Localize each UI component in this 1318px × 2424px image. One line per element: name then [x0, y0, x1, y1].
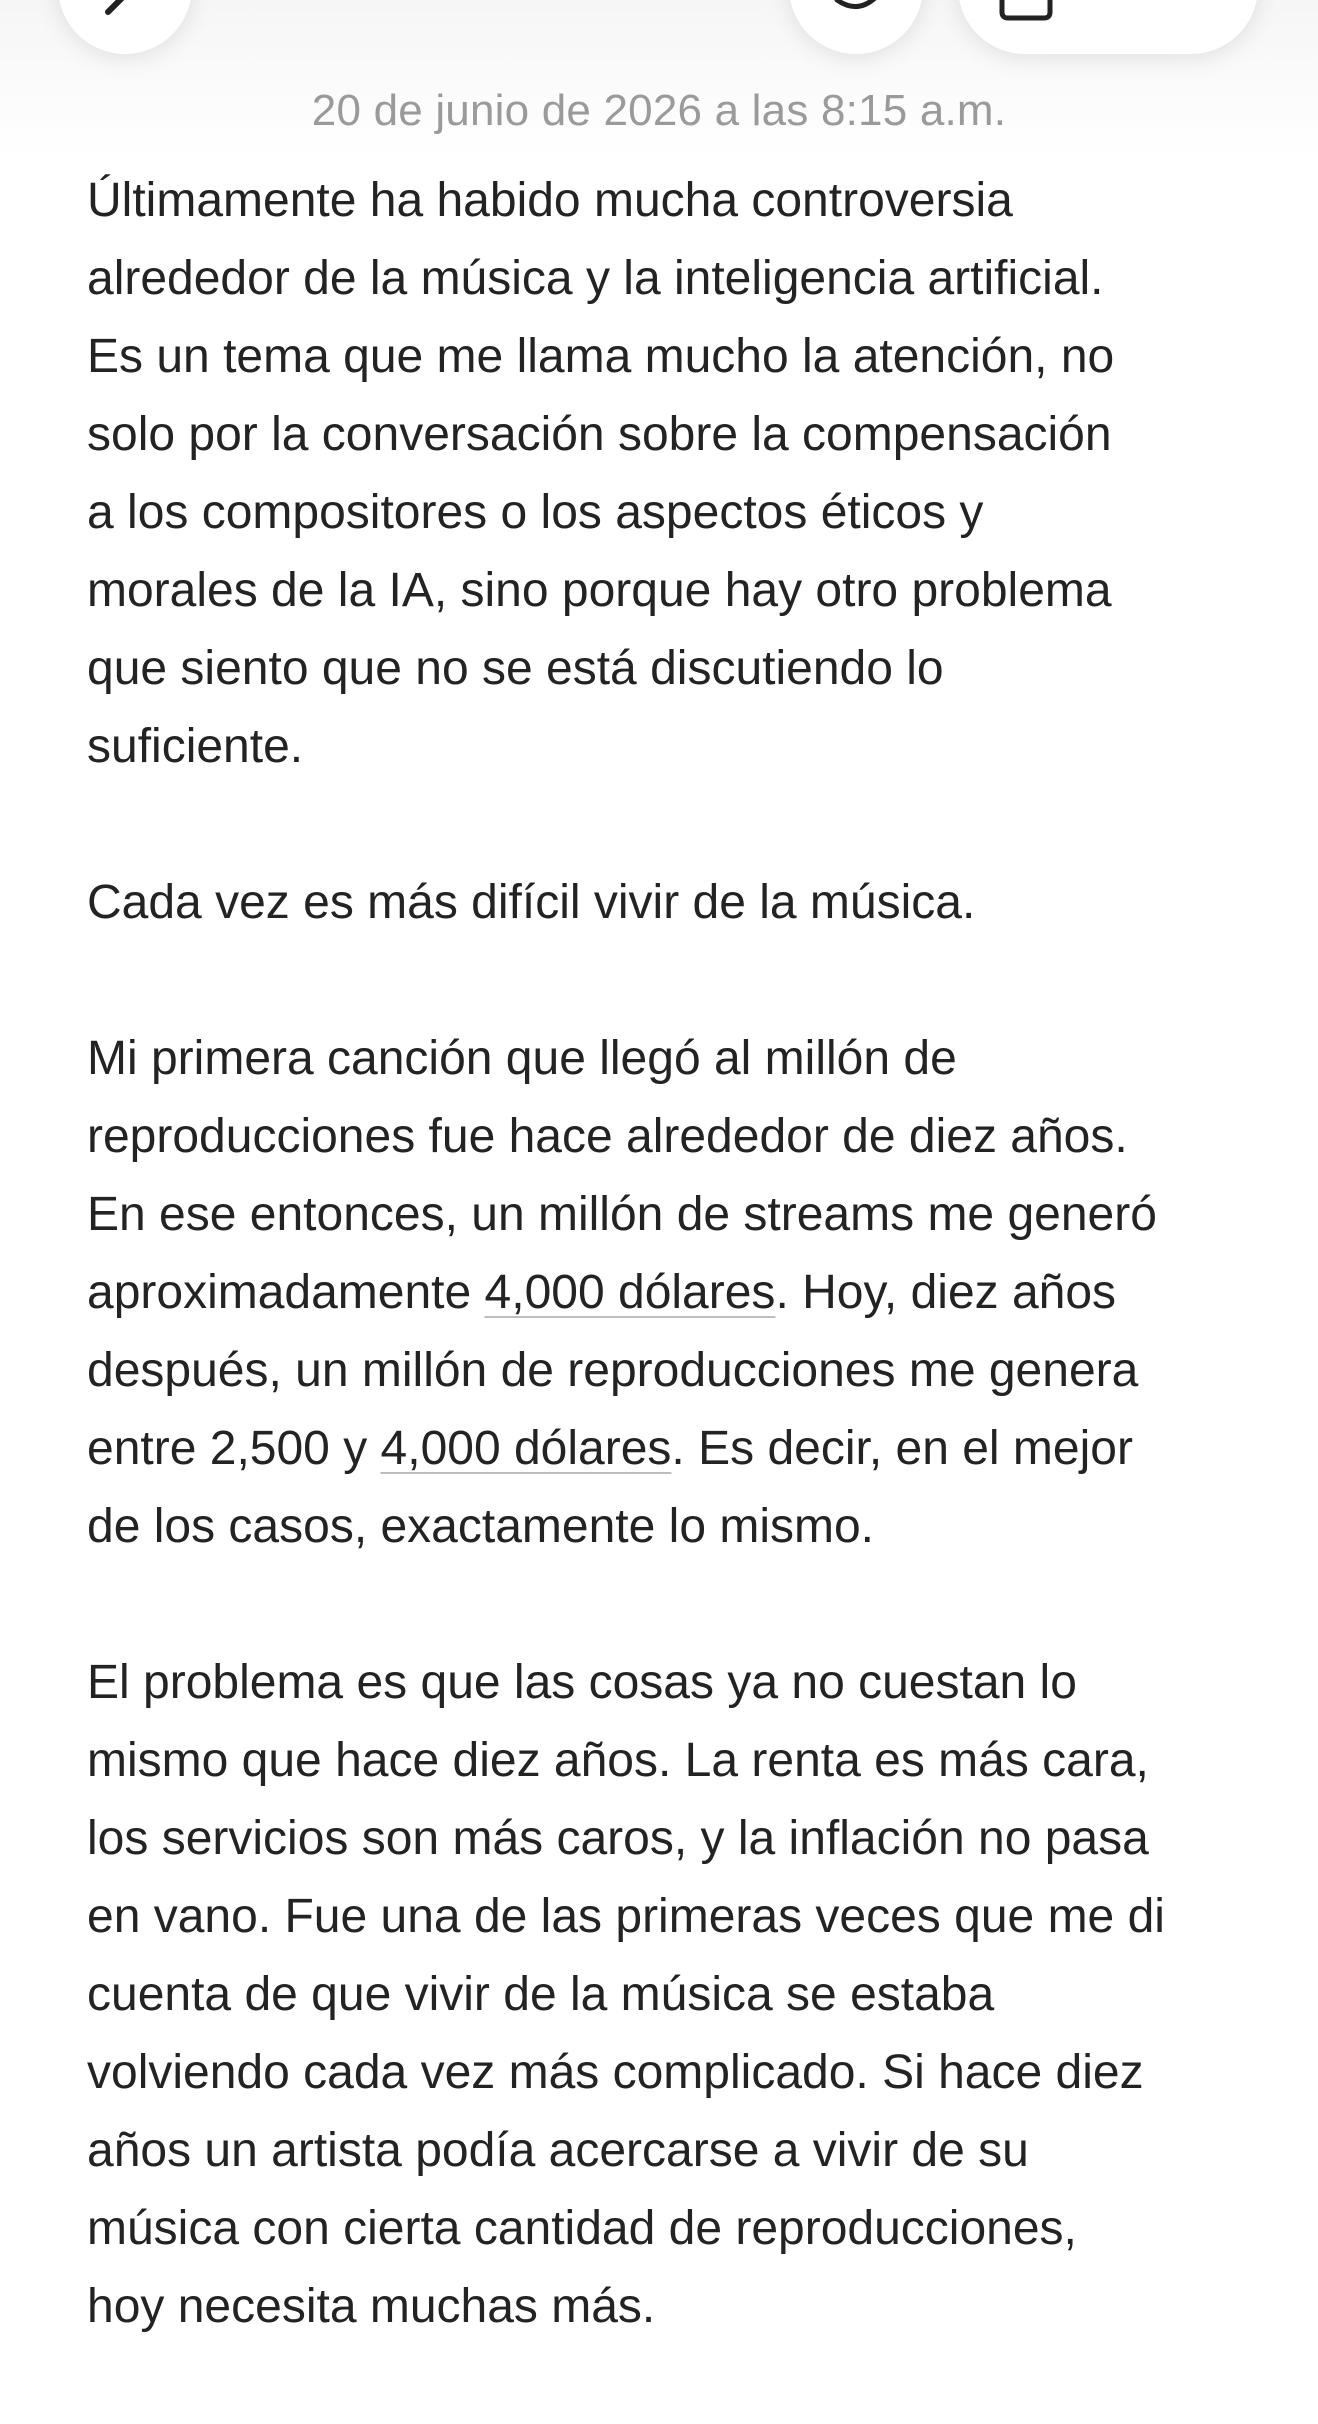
note-timestamp: 20 de junio de 2026 a las 8:15 a.m.: [311, 86, 1007, 135]
paragraph-4: [87, 1644, 1257, 2346]
text-line: en vano. Fue una de las primeras veces que me di: [87, 1890, 1165, 1943]
text-fragment: aproximadamente: [87, 1266, 485, 1319]
text-line: música con cierta cantidad de reproducciones,: [87, 2202, 1077, 2255]
text-line: alrededor de la música y la inteligencia artificial.: [87, 252, 1104, 305]
text-fragment: . Es decir, en el mejor: [671, 1422, 1133, 1475]
text-line: suficiente.: [87, 720, 304, 773]
top-bar: [0, 0, 1318, 160]
share-icon: [994, 0, 1064, 32]
text-line: [87, 1410, 1257, 1488]
back-button[interactable]: [58, 0, 192, 54]
text-line: Es un tema que me llama mucho la atención, no: [87, 330, 1115, 383]
text-line: a los compositores o los aspectos éticos y: [87, 486, 984, 539]
action-group-button[interactable]: [958, 0, 1258, 54]
text-line: El problema es que las cosas ya no cuestan lo: [87, 1656, 1077, 1709]
paragraph-2: [87, 864, 1257, 942]
text-line: años un artista podía acercarse a vivir de su: [87, 2124, 1029, 2177]
undo-button[interactable]: [789, 0, 923, 54]
note-body[interactable]: [87, 162, 1257, 2424]
currency-link[interactable]: 4,000 dólares: [380, 1422, 672, 1475]
text-line: [87, 1254, 1257, 1332]
paragraph-3: [87, 1020, 1257, 1566]
text-line: cuenta de que vivir de la música se estaba: [87, 1968, 995, 2021]
text-line: Mi primera canción que llegó al millón de: [87, 1032, 957, 1085]
undo-icon: [827, 0, 887, 30]
chevron-left-icon: [102, 0, 142, 38]
text-line: Últimamente ha habido mucha controversia: [87, 174, 1013, 227]
text-line: reproducciones fue hace alrededor de diez años.: [87, 1110, 1128, 1163]
text-line: morales de la IA, sino porque hay otro problema: [87, 564, 1112, 617]
text-fragment: . Hoy, diez años: [775, 1266, 1117, 1319]
text-line: Cada vez es más difícil vivir de la música.: [87, 876, 976, 929]
text-line: volviendo cada vez más complicado. Si hace diez: [87, 2046, 1144, 2099]
text-line: En ese entonces, un millón de streams me generó: [87, 1188, 1157, 1241]
text-line: que siento que no se está discutiendo lo: [87, 642, 944, 695]
text-line: solo por la conversación sobre la compensación: [87, 408, 1112, 461]
currency-link[interactable]: 4,000 dólares: [484, 1266, 776, 1319]
text-line: de los casos, exactamente lo mismo.: [87, 1500, 875, 1553]
text-fragment: entre 2,500 y: [87, 1422, 381, 1475]
text-line: mismo que hace diez años. La renta es más cara,: [87, 1734, 1149, 1787]
text-line: los servicios son más caros, y la inflación no pasa: [87, 1812, 1149, 1865]
text-line: después, un millón de reproducciones me genera: [87, 1344, 1139, 1397]
paragraph-1: [87, 162, 1257, 786]
text-line: hoy necesita muchas más.: [87, 2280, 656, 2333]
